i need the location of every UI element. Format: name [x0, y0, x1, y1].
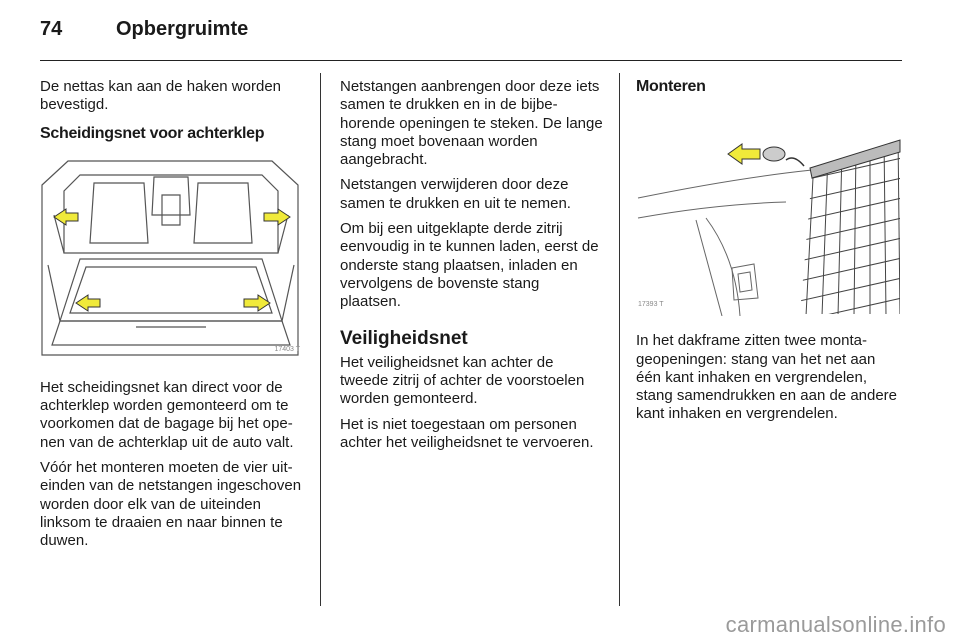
paragraph: Het is niet toegestaan om personen achter het veiligheidsnet te vervoeren. [340, 415, 594, 452]
paragraph: Netstangen aanbrengen door deze iets samen te drukken en in de bijbehorende openingen te steken. De lange stang moet bovenaan worden aangebracht. [340, 78, 603, 169]
page-title: Opbergruimte [116, 18, 249, 40]
paragraph: In het dakframe zitten twee montageopeningen: stang van het net aan één kant inhaken en vergrendelen, stang samendrukken en aan de andere kant inhaken en vergrendelen. [636, 332, 898, 423]
section-heading-scheidingsnet: Scheidingsnet voor achterklep [40, 124, 265, 142]
figure-code: 17403 T [274, 345, 300, 353]
safety-net-drawing [636, 108, 902, 316]
cargo-area-drawing [40, 155, 302, 361]
paragraph: Om bij een uitgeklapte derde zitrij eenvoudig in te kunnen laden, eerst de onderste stang plaatsen, inladen en vervolgens de bovenste stang plaatsen. [340, 220, 599, 311]
arrow-icon [54, 209, 78, 225]
figure-code: 17393 T [638, 301, 664, 308]
header-rule [40, 60, 902, 61]
arrow-icon [76, 295, 100, 311]
column-2 [340, 78, 604, 459]
paragraph: Het veiligheidsnet kan achter de tweede zitrij of achter de voorstoelen worden gemonteerd. [340, 353, 585, 408]
paragraph: Het scheidingsnet kan direct voor de achterklep worden gemonteerd om te voorkomen dat de bagage bij het openen van de achterklap uit de auto valt. [40, 378, 294, 451]
safety-net-illustration [636, 108, 902, 316]
arrow-icon [728, 144, 760, 164]
watermark: carmanualsonline.info [725, 612, 946, 637]
section-heading-veiligheidsnet: Veiligheidsnet [340, 327, 468, 349]
page-number: 74 [40, 18, 63, 40]
section-heading-monteren: Monteren [636, 78, 706, 95]
intro-paragraph: De nettas kan aan de haken worden bevestigd. [40, 78, 282, 114]
column-divider-1 [320, 73, 321, 606]
cargo-area-illustration [40, 155, 302, 361]
column-1 [40, 78, 302, 558]
column-3 [636, 78, 902, 431]
paragraph: Vóór het monteren moeten de vier uiteinden van de netstangen ingeschoven worden door elk van de uiteinden linksom te draaien en naar binnen te duwen. [40, 459, 302, 550]
column-divider-2 [619, 73, 620, 606]
page-header [40, 18, 248, 48]
paragraph: Netstangen verwijderen door deze samen te drukken en uit te nemen. [340, 176, 571, 212]
